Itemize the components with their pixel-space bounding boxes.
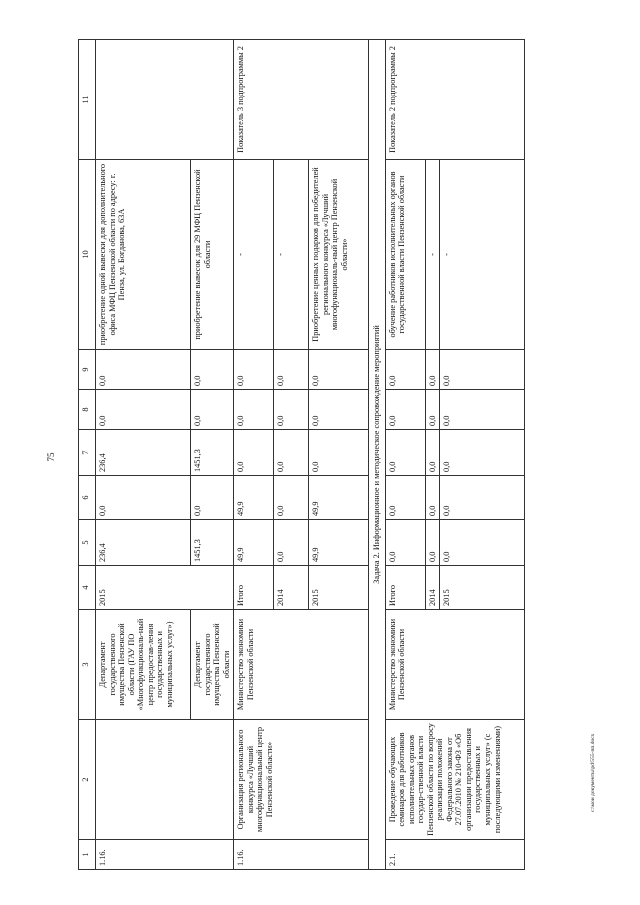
value-cell: 0,0 bbox=[191, 350, 234, 390]
year-cell: 2014 bbox=[425, 566, 440, 610]
value-cell: 0,0 bbox=[385, 390, 425, 430]
result-cell: приобретение вывесок для 29 МФЦ Пензенской области bbox=[191, 160, 234, 350]
value-cell: 0,0 bbox=[234, 430, 274, 476]
header-cell: 7 bbox=[79, 430, 96, 476]
measure-name: Организация регионального конкурса «Лучший многофункциональный центр Пензенской области» bbox=[234, 720, 369, 840]
measure-name bbox=[96, 720, 234, 840]
indicator-cell: Показатель 2 подпрограммы 2 bbox=[385, 40, 525, 160]
year-cell: 2015 bbox=[309, 566, 369, 610]
table-row bbox=[385, 40, 425, 870]
value-cell: 0,0 bbox=[440, 476, 525, 520]
value-cell: 0,0 bbox=[425, 476, 440, 520]
executor-cell: Департамент государственного имущества Пензенской области bbox=[191, 610, 234, 720]
row-number: 2.1. bbox=[385, 840, 525, 870]
value-cell: 0,0 bbox=[425, 350, 440, 390]
row-number: 1.16. bbox=[96, 840, 234, 870]
task-row bbox=[369, 40, 386, 870]
value-cell: 0,0 bbox=[385, 476, 425, 520]
value-cell: 0,0 bbox=[191, 390, 234, 430]
value-cell: 0,0 bbox=[274, 430, 309, 476]
executor-cell: Министерство экономики Пензенской области bbox=[234, 610, 369, 720]
header-cell: 3 bbox=[79, 610, 96, 720]
table-row bbox=[96, 40, 191, 870]
value-cell: 49,9 bbox=[309, 476, 369, 520]
header-cell: 8 bbox=[79, 390, 96, 430]
value-cell: 0,0 bbox=[96, 476, 191, 520]
executor-cell: Министерство экономики Пензенской области bbox=[385, 610, 525, 720]
value-cell: 1451,3 bbox=[191, 430, 234, 476]
value-cell: 0,0 bbox=[234, 390, 274, 430]
value-cell: 236,4 bbox=[96, 430, 191, 476]
value-cell: 0,0 bbox=[385, 350, 425, 390]
value-cell: 0,0 bbox=[440, 350, 525, 390]
value-cell: 0,0 bbox=[440, 520, 525, 566]
value-cell: 0,0 bbox=[191, 476, 234, 520]
header-cell: 6 bbox=[79, 476, 96, 520]
value-cell: 236,4 bbox=[96, 520, 191, 566]
result-cell: обучение работников исполнительных органов государственной власти Пензенской области bbox=[385, 160, 425, 350]
value-cell: 0,0 bbox=[274, 390, 309, 430]
value-cell: 0,0 bbox=[96, 390, 191, 430]
footer-file-path: c:\мои документы\pd\555-пп.docx bbox=[590, 733, 596, 812]
value-cell: 0,0 bbox=[309, 350, 369, 390]
header-row bbox=[79, 40, 96, 870]
page-number: 75 bbox=[46, 452, 56, 462]
result-cell: - bbox=[234, 160, 274, 350]
value-cell: 0,0 bbox=[274, 520, 309, 566]
value-cell: 0,0 bbox=[309, 390, 369, 430]
table-row bbox=[234, 40, 274, 870]
value-cell: 49,9 bbox=[234, 520, 274, 566]
task-heading: Задача 2. Информационное и методическое сопровождение мероприятий bbox=[369, 40, 386, 870]
value-cell: 49,9 bbox=[309, 520, 369, 566]
value-cell: 0,0 bbox=[425, 520, 440, 566]
measure-name: Проведение обучающих семинаров для работников исполнительных органов государ-ственной власти Пензенской области по вопросу реализации положений Федерального закона от 27.07.2010 № 210-ФЗ «Об организации предоставления государственных и муниципальных услуг» (с последующими изменениями) bbox=[385, 720, 525, 840]
row-number: 1.16. bbox=[234, 840, 369, 870]
result-cell: - bbox=[425, 160, 440, 350]
value-cell: 0,0 bbox=[309, 430, 369, 476]
landscape-table-wrapper bbox=[78, 40, 588, 870]
header-cell: 4 bbox=[79, 566, 96, 610]
rotated-sheet bbox=[78, 40, 588, 870]
executor-cell: Департамент государственного имущества Пензенской области (ГАУ ПО «Многофункциональ-ный центр предостав-ления государственных и муниципальных услуг») bbox=[96, 610, 191, 720]
result-cell: приобретение одной вывески для дополнительного офиса МФЦ Пензенской области по адресу: г. Пенза, ул. Богданова, 63А bbox=[96, 160, 191, 350]
result-cell: Приобретение ценных подарков для победителей регионального конкурса «Лучший многофункциональ-ный центр Пензенской области» bbox=[309, 160, 369, 350]
year-cell: Итого bbox=[234, 566, 274, 610]
year-cell: Итого bbox=[385, 566, 425, 610]
header-cell: 10 bbox=[79, 160, 96, 350]
indicator-cell: Показатель 3 подпрограммы 2 bbox=[234, 40, 369, 160]
header-cell: 5 bbox=[79, 520, 96, 566]
value-cell: 0,0 bbox=[234, 350, 274, 390]
header-cell: 1 bbox=[79, 840, 96, 870]
value-cell: 0,0 bbox=[385, 430, 425, 476]
header-cell: 9 bbox=[79, 350, 96, 390]
value-cell: 0,0 bbox=[440, 390, 525, 430]
result-cell: - bbox=[440, 160, 525, 350]
measures-table bbox=[78, 39, 525, 870]
indicator-cell bbox=[96, 40, 234, 160]
header-cell: 2 bbox=[79, 720, 96, 840]
value-cell: 0,0 bbox=[425, 430, 440, 476]
value-cell: 0,0 bbox=[425, 390, 440, 430]
value-cell: 0,0 bbox=[96, 350, 191, 390]
result-cell: - bbox=[274, 160, 309, 350]
value-cell: 0,0 bbox=[440, 430, 525, 476]
value-cell: 0,0 bbox=[385, 520, 425, 566]
year-cell: 2015 bbox=[440, 566, 525, 610]
year-cell: 2014 bbox=[274, 566, 309, 610]
value-cell: 1451,3 bbox=[191, 520, 234, 566]
header-cell: 11 bbox=[79, 40, 96, 160]
value-cell: 49,9 bbox=[234, 476, 274, 520]
value-cell: 0,0 bbox=[274, 476, 309, 520]
value-cell: 0,0 bbox=[274, 350, 309, 390]
year-cell: 2015 bbox=[96, 566, 234, 610]
